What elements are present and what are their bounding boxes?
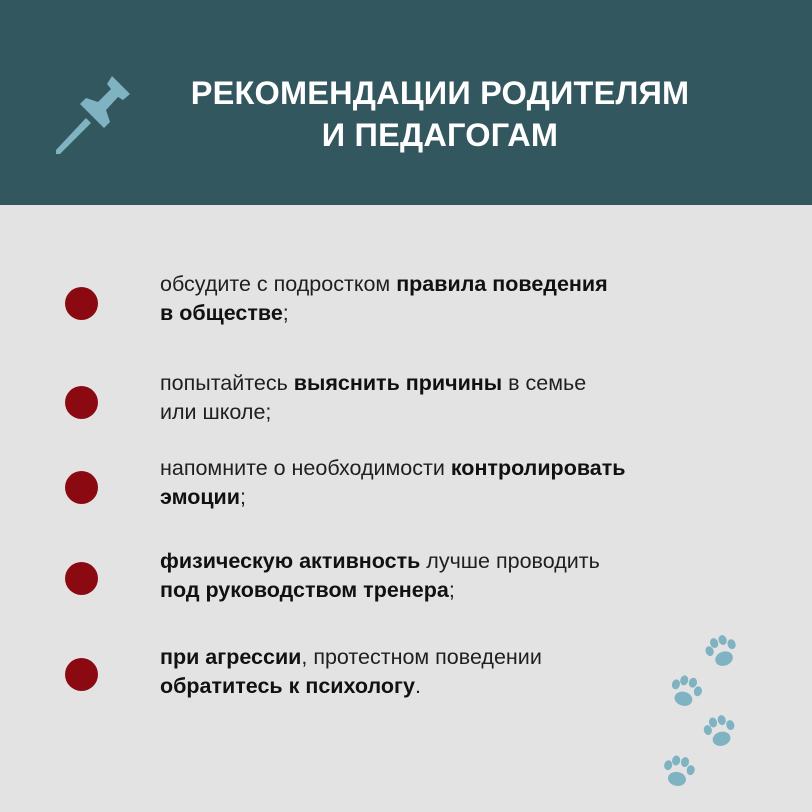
page-title bbox=[150, 72, 730, 156]
bullet-dot bbox=[65, 471, 98, 504]
list-item bbox=[0, 454, 812, 514]
list-item-text: напомните о необходимости контролировать эмоции; bbox=[160, 456, 626, 509]
bullet-dot bbox=[65, 562, 98, 595]
list-item bbox=[0, 369, 812, 429]
title-line-1: РЕКОМЕНДАЦИИ РОДИТЕЛЯМ bbox=[190, 75, 690, 111]
list-item bbox=[0, 270, 812, 330]
list-item-text: физическую активность лучше проводить под руководством тренера; bbox=[160, 549, 600, 602]
list-item-text: попытайтесь выяснить причины в семье или школе; bbox=[160, 371, 587, 424]
title-line-2: И ПЕДАГОГАМ bbox=[321, 117, 559, 153]
bullet-dot bbox=[65, 386, 98, 419]
bullet-dot bbox=[65, 287, 98, 320]
header-banner bbox=[0, 0, 812, 205]
paw-prints-icon bbox=[650, 625, 770, 795]
pushpin-icon bbox=[50, 70, 150, 160]
bullet-dot bbox=[65, 658, 98, 691]
list-item bbox=[0, 547, 812, 607]
list-item-text: обсудите с подростком правила поведения в обществе; bbox=[160, 272, 608, 325]
list-item-text: при агрессии, протестном поведении обратитесь к психологу. bbox=[160, 645, 542, 698]
